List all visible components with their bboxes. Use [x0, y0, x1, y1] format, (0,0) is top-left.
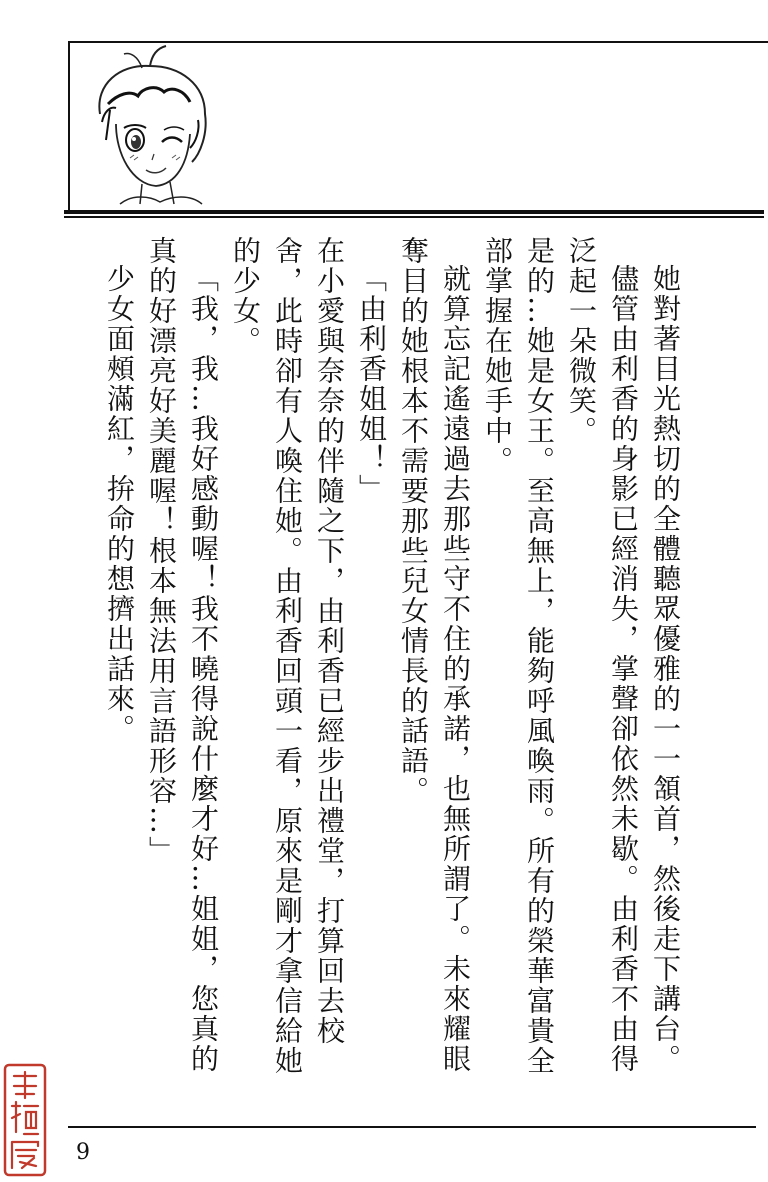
seal-stamp-icon	[2, 1062, 48, 1178]
paragraph: 「由利香姐姐！」	[355, 264, 388, 504]
paragraph: 在小愛與奈奈的伴隨之下，由利香已經步出禮堂，打算回去校舍，此時卻有人喚住她。由利香回頭一看，原來是剛才拿信給她的少女。	[229, 236, 346, 1076]
footer-rule	[68, 1126, 756, 1128]
paragraph: 「我，我…我好感動喔！我不曉得說什麼才好…姐姐，您真的真的好漂亮好美麗喔！根本無法用言語形容…」	[145, 236, 220, 1074]
header-rule-thin	[64, 216, 764, 218]
paragraph: 少女面頰滿紅，拚命的想擠出話來。	[103, 264, 136, 744]
paragraph: 就算忘記遙遠過去那些守不住的承諾，也無所謂了。未來耀眼奪目的她根本不需要那些兒女情長的話語。	[397, 236, 472, 1074]
page-number: 9	[76, 1140, 90, 1165]
header-rule	[64, 210, 764, 214]
paragraph: 儘管由利香的身影已經消失，掌聲卻依然未歇。由利香不由得泛起一朵微笑。	[565, 236, 640, 1074]
anime-girl-portrait-icon	[80, 44, 225, 209]
body-text	[103, 236, 686, 1076]
paragraph: 她對著目光熱切的全體聽眾優雅的一一頷首，然後走下講台。	[649, 264, 682, 1074]
paragraph: 是的…她是女王。至高無上，能夠呼風喚雨。所有的榮華富貴全部掌握在她手中。	[481, 236, 556, 1076]
